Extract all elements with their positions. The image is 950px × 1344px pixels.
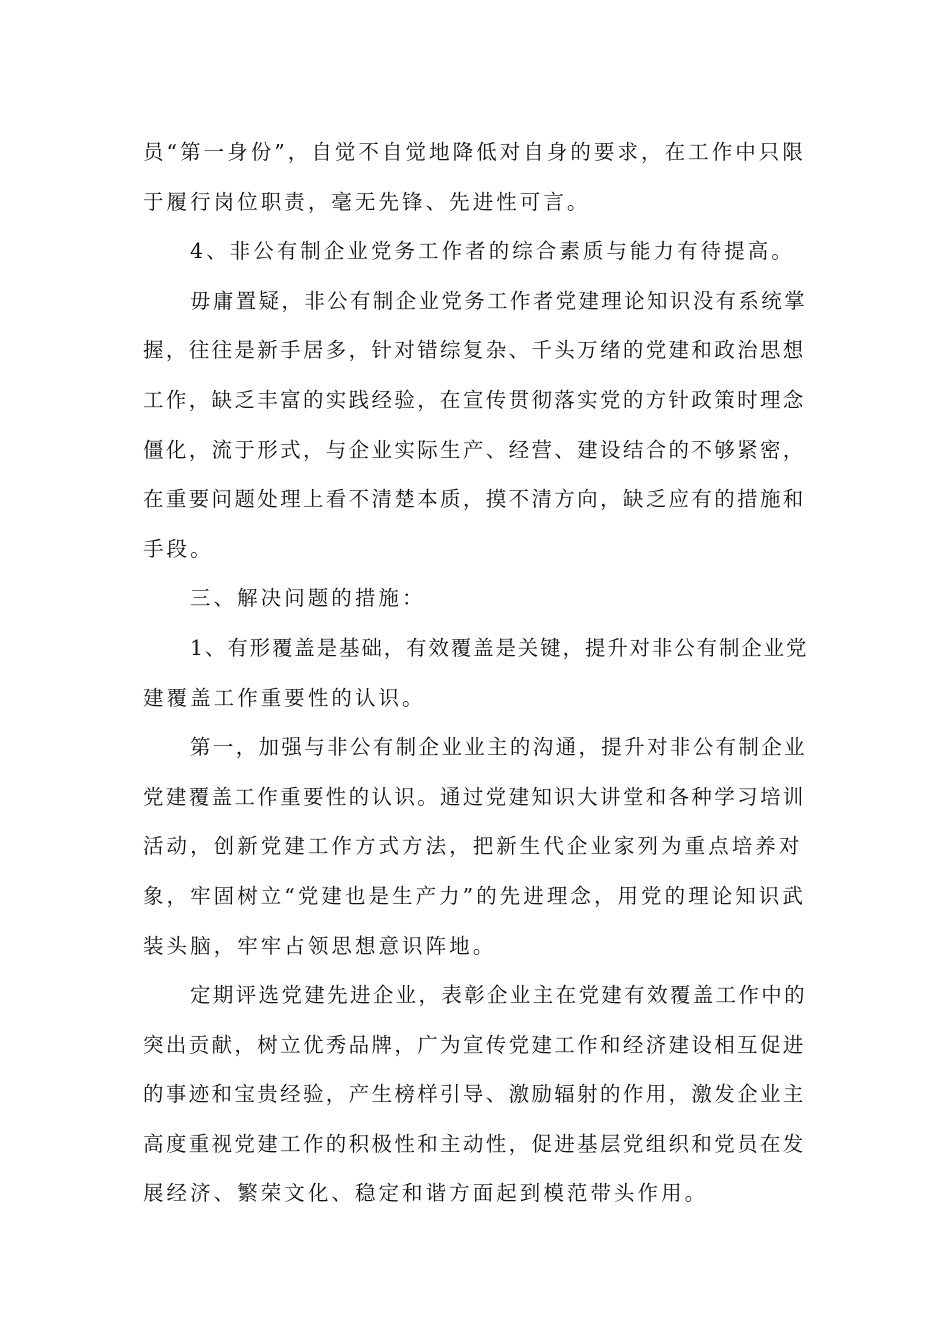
text-line: 僵化，流于形式，与企业实际生产、经营、建设结合的不够紧密， bbox=[143, 437, 806, 462]
text-line: 在重要问题处理上看不清楚本质，摸不清方向，缺乏应有的措施和 bbox=[143, 487, 806, 512]
text-line: 高度重视党建工作的积极性和主动性，促进基层党组织和党员在发 bbox=[143, 1131, 806, 1156]
section-heading: 1、有形覆盖是基础，有效覆盖是关键，提升对非公有制企业党 bbox=[190, 635, 809, 660]
text-line: 活动，创新党建工作方式方法，把新生代企业家列为重点培养对 bbox=[143, 834, 803, 859]
text-line: 员“第一身份”，自觉不自觉地降低对自身的要求，在工作中只限 bbox=[143, 140, 806, 164]
section-heading: 三、解决问题的措施： bbox=[190, 586, 426, 611]
text-line: 展经济、繁荣文化、稳定和谐方面起到模范带头作用。 bbox=[143, 1181, 709, 1206]
text-line: 的事迹和宝贵经验，产生榜样引导、激励辐射的作用，激发企业主 bbox=[143, 1082, 806, 1107]
text-line: 手段。 bbox=[143, 536, 214, 561]
text-line: 毋庸置疑，非公有制企业党务工作者党建理论知识没有系统掌 bbox=[190, 288, 807, 313]
text-line: 于履行岗位职责，毫无先锋、先进性可言。 bbox=[143, 189, 591, 214]
text-line: 突出贡献，树立优秀品牌，广为宣传党建工作和经济建设相互促进 bbox=[143, 1032, 806, 1057]
text-line: 象，牢固树立“党建也是生产力”的先进理念，用党的理论知识武 bbox=[143, 883, 806, 908]
text-line: 定期评选党建先进企业，表彰企业主在党建有效覆盖工作中的 bbox=[190, 983, 807, 1008]
text-line: 第一，加强与非公有制企业业主的沟通，提升对非公有制企业 bbox=[190, 735, 807, 760]
text-line: 装头脑，牢牢占领思想意识阵地。 bbox=[143, 933, 497, 958]
text-line: 建覆盖工作重要性的认识。 bbox=[143, 685, 426, 710]
text-line: 工作，缺乏丰富的实践经验，在宣传贯彻落实党的方针政策时理念 bbox=[143, 387, 806, 412]
text-line: 握，往往是新手居多，针对错综复杂、千头万绪的党建和政治思想 bbox=[143, 338, 806, 363]
document-body bbox=[143, 128, 807, 1219]
section-heading: 4、非公有制企业党务工作者的综合素质与能力有待提高。 bbox=[190, 239, 795, 264]
text-line: 党建覆盖工作重要性的认识。通过党建知识大讲堂和各种学习培训 bbox=[143, 784, 806, 809]
